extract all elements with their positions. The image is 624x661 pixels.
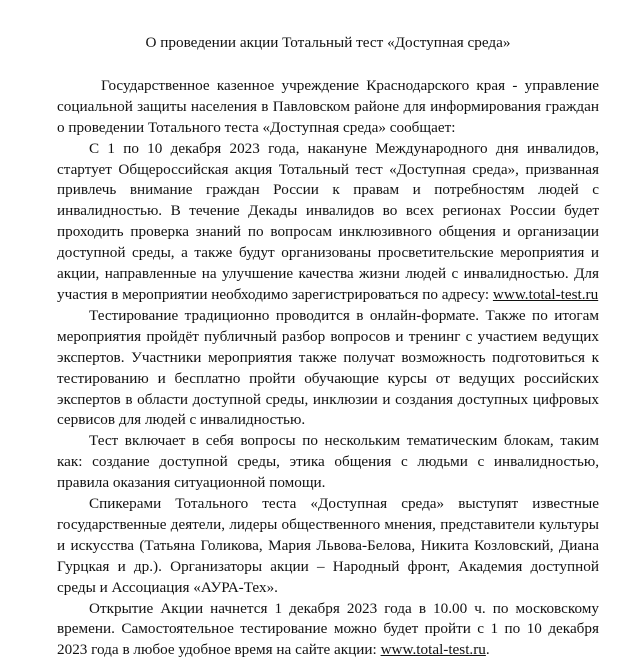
paragraph-announcement-text: С 1 по 10 декабря 2023 года, накануне Международного дня инвалидов, стартует Общероссийская акция Тотальный тест «Доступная среда», призванная привлечь внимание граждан России к правам и потребностям людей с инвалидностью. В течение Декады инвалидов во всех регионах России будет проходить проверка знаний по вопросам инклюзивного общения и организации доступной среды, а также будут организованы просветительские мероприятия и акции, направленные на улучшение качества жизни людей с инвалидностью. Для участия в мероприятии необходимо зарегистрироваться по адресу: [57,139,599,303]
paragraph-topics: Тест включает в себя вопросы по нескольким тематическим блокам, таким как: создание доступной среды, этика общения с людьми с инвалидностью, правила оказания ситуационной помощи. [57,432,599,492]
registration-link[interactable]: www.total-test.ru [492,285,599,303]
site-link[interactable]: www.total-test.ru [380,641,486,659]
document-title: О проведении акции Тотальный тест «Доступная среда» [145,34,511,51]
paragraph-speakers: Спикерами Тотального теста «Доступная среда» выступят известные государственные деятели, лидеры общественного мнения, представители культуры и искусства (Татьяна Голикова, Мария Львова-Белова, Никита Козловский, Диана Гурцкая и др.). Организаторы акции – Народный фронт, Академия доступной среды и Ассоциация «АУРА-Тех». [57,495,599,596]
paragraph-opening-text: Открытие Акции начнется 1 декабря 2023 года в 10.00 ч. по московскому времени. Самостоятельное тестирование можно будет пройти с 1 по 10 декабря 2023 года в любое удобное время на сайте акции: [57,599,599,659]
closing-period: . [485,641,490,659]
paragraph-opening [57,599,599,661]
paragraph-announcement [57,139,599,306]
paragraph-format: Тестирование традиционно проводится в онлайн-формате. Также по итогам мероприятия пройдёт публичный разбор вопросов и тренинг с участием ведущих экспертов. Участники мероприятия также получат возможность подготовиться к тестированию и бесплатно пройти обучающие курсы от ведущих российских экспертов в области доступной среды, инклюзии и создания доступных цифровых сервисов для людей с инвалидностью. [57,306,599,429]
paragraph-intro: Государственное казенное учреждение Краснодарского края - управление социальной защиты населения в Павловском районе для информирования граждан о проведении Тотального теста «Доступная среда» сообщает: [57,76,599,136]
